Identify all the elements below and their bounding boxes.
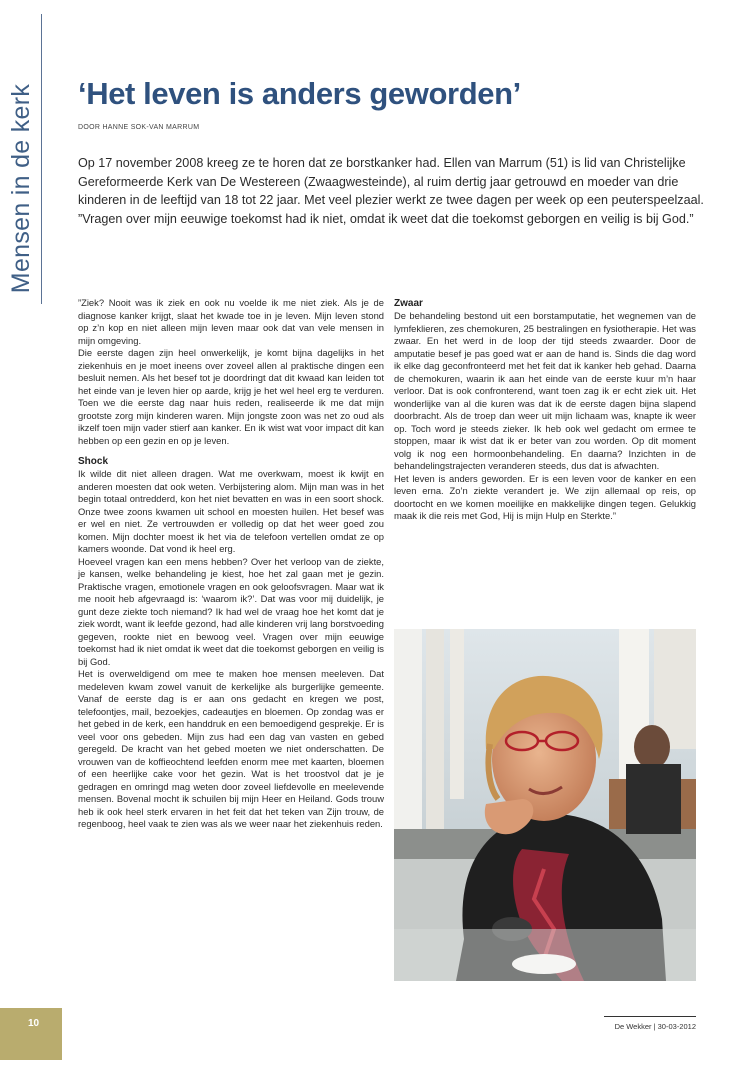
- subheading-shock: Shock: [78, 456, 109, 467]
- body-paragraph: Het leven is anders geworden. Er is een leven voor de kanker en een leven erna. Zo’n ziekte verandert je. We zijn allemaal op reis, op doortocht en we komen moeilijke en makkelijke dingen tegen. Gelukkig maak ik die reis met God, Hij is mijn Hulp en Sterkte.”: [394, 472, 696, 521]
- section-rule: [41, 14, 42, 304]
- portrait-illustration: [394, 629, 696, 981]
- section-tab: [4, 72, 40, 304]
- right-column: [394, 297, 696, 523]
- page-number: 10: [28, 1018, 40, 1029]
- subheading-zwaar: Zwaar: [394, 298, 423, 309]
- publication-info: De Wekker | 30-03-2012: [614, 1022, 696, 1031]
- body-paragraph: ”Ziek? Nooit was ik ziek en ook nu voelde ik me niet ziek. Als je de diagnose kanker krijgt, slaat het kwade toe in je leven. Mijn leven stond op z’n kop en niet alleen mijn leven maar ook dat van vele mensen in mijn omgeving.: [78, 297, 384, 346]
- body-paragraph: De behandeling bestond uit een borstamputatie, het wegnemen van de lymfeklieren, zes chemokuren, 25 bestralingen en fysiotherapie. Het was zwaar. En het werd in de loop der tijd steeds zwaarder. Door de amputatie besef je pas goed wat er aan de hand is. Sinds die dag word ik elke dag geconfronteerd met het feit dat ik kanker heb gehad. Daarna de chemokuren, waarin ik aan het einde van de eerste kuur m’n haar verloor. Dat is ook confronterend, want toen zag ik er echt ziek uit. Het wonderlijke van al die kuren was dat ik de eerste dagen bijna slapend doorbracht. Als de troep dan weer uit mijn lichaam was, knapte ik weer op. Toch word je steeds zieker. Ik heb ook wel gedacht om ermee te stoppen, maar ik wist dat ik er beter van zou worden. Op dit moment volg ik nog een hormoonbehandeling. En daarna? Inzichten in de behandelingstrajecten veranderen steeds, dus dat is afwachten.: [394, 310, 696, 471]
- footer-rule: [604, 1016, 696, 1017]
- footer-tab: [0, 1008, 62, 1060]
- body-paragraph: Die eerste dagen zijn heel onwerkelijk, je komt bijna dagelijks in het ziekenhuis en je moet ineens over zoveel allen al praktische dingen een besluit nemen. Als het besef tot je doordringt dat dit kwaad kan leiden tot het einde van je leven hier op aarde, krijg je het wel heel erg te verduren. Toen we die eerste dag naar huis reden, realiseerde ik me dat mijn grootste zorg mijn kinderen waren. Mijn jongste zoon was net zo oud als ikzelf toen mijn vader stierf aan kanker. En ik wist wat voor impact dit kan hebben op een gezin en op je leven.: [78, 347, 384, 446]
- left-column: [78, 297, 384, 831]
- section-label: Mensen in de kerk: [7, 83, 36, 293]
- body-paragraph: Hoeveel vragen kan een mens hebben? Over het verloop van de ziekte, je kansen, welke behandeling je kiest, hoe het zal gaan met je gezin. Praktische vragen, emotionele vragen en ook geloofsvragen. Maar wat ik me nooit heb afgevraagd is: ‘waarom ik?’. Dat was voor mij duidelijk, je gunt deze ziekte toch niemand? Ik had wel de vraag hoe het komt dat je ziek wordt, want ik leefde gezond, had alle kinderen vrij lang borstvoeding gegeven, rookte niet en bewoog veel. Vragen over mijn eeuwige toekomst had ik niet omdat ik weet dat die toekomst geborgen en veilig is bij God.: [78, 555, 384, 667]
- body-paragraph: Ik wilde dit niet alleen dragen. Wat me overkwam, moest ik kwijt en anderen moesten dat ook weten. Verbijstering alom. Mijn man was in het begin totaal ontredderd, kon het niet bevatten en was in een soort shock. Onze twee zoons kwamen uit school en moesten huilen. Het besef was er wel en niet. Ze vertrouwden er volledig op dat het weer goed zou komen. Mijn dochter moest ik het via de telefoon vertellen omdat ze op kamers woonde. Dat vond ik heel erg.: [78, 468, 384, 554]
- portrait-photo: [394, 629, 696, 981]
- byline: DOOR HANNE SOK-VAN MARRUM: [78, 124, 200, 131]
- body-paragraph: Het is overweldigend om mee te maken hoe mensen meeleven. Dat medeleven kwam zowel vanuit de kerkelijke als burgerlijke gemeente. Vanaf de eerste dag is er aan ons gedacht en kregen we post, telefoontjes, mail, bezoekjes, cadeautjes en bloemen. Op zondag was er het gebed in de kerk, een handdruk en een bemoedigend gesprekje. Er is veel voor ons gebeden. Mijn zus had een dag van vasten en gebed geregeld. De kracht van het gebed moeten we niet onderschatten. De vrouwen van de koffieochtend leefden enorm mee met kaarten, bloemen of een heerlijke cake voor het gezin. Wat is het troostvol dat je je gedragen en omringd mag weten door zoveel liefdevolle en meelevende mensen. Bovenal mocht ik schuilen bij mijn Heer en Heiland. Gods trouw heb ik ook heel sterk ervaren in het feit dat het teken van Zijn trouw, de regenboog, heel vaak te zien was als we weer naar het ziekenhuis reden.: [78, 668, 384, 829]
- article-headline: ‘Het leven is anders geworden’: [78, 76, 521, 111]
- intro-paragraph: Op 17 november 2008 kreeg ze te horen dat ze borstkanker had. Ellen van Marrum (51) is lid van Christelijke Gereformeerde Kerk van De Westereen (Zwaagwesteinde), al ruim dertig jaar getrouwd en moeder van drie kinderen in de leeftijd van 18 tot 22 jaar. Met veel plezier werkt ze twee dagen per week op een peuterspeelzaal. ”Vragen over mijn eeuwige toekomst had ik niet, omdat ik weet dat die toekomst geborgen en veilig is bij God.”: [78, 156, 704, 226]
